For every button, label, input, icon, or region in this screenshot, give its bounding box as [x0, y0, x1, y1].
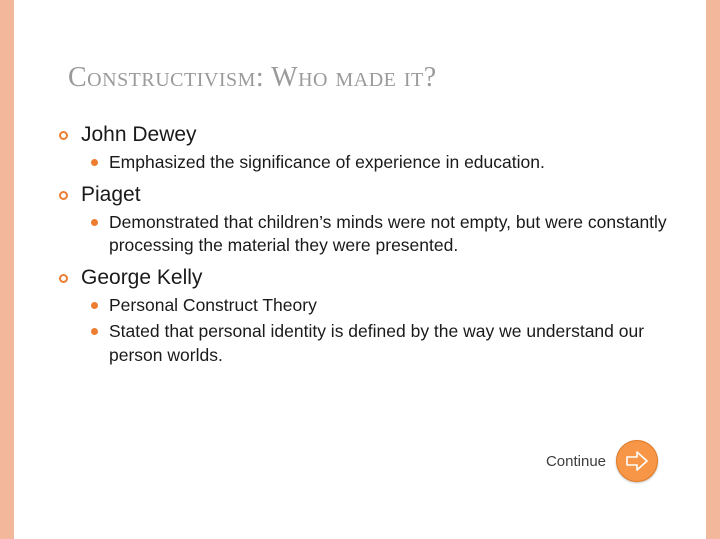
decorative-left-bar	[0, 0, 14, 539]
decorative-right-bar	[706, 0, 720, 539]
slide-canvas	[29, 0, 691, 539]
continue-control[interactable]	[546, 440, 658, 482]
list-item-level2	[43, 151, 669, 174]
filled-circle-bullet-icon	[91, 159, 98, 166]
list-item-label: Demonstrated that children’s minds were not empty, but were constantly processing the material they were presented.	[109, 212, 667, 256]
decorative-left-inner-bar	[14, 0, 29, 539]
list-item-label: Piaget	[81, 182, 141, 206]
list-item-level2	[43, 294, 669, 317]
list-item-label: Stated that personal identity is defined by the way we understand our person worlds.	[109, 321, 645, 365]
arrow-right-icon	[625, 450, 649, 472]
list-item-level1	[43, 265, 683, 291]
page-title: Constructivism: Who made it?	[68, 62, 437, 93]
list-item-label: John Dewey	[81, 123, 197, 146]
hollow-circle-bullet-icon	[59, 191, 68, 200]
list-item-level2	[43, 211, 669, 258]
bullet-group	[43, 265, 683, 367]
filled-circle-bullet-icon	[91, 219, 98, 226]
hollow-circle-bullet-icon	[59, 131, 68, 140]
list-item-label: Emphasized the significance of experience in education.	[109, 152, 545, 173]
list-item-label: Personal Construct Theory	[109, 295, 317, 316]
list-item-level1	[43, 122, 683, 148]
slide-body	[43, 122, 683, 374]
list-item-level1	[43, 182, 683, 208]
filled-circle-bullet-icon	[91, 328, 98, 335]
filled-circle-bullet-icon	[91, 302, 98, 309]
list-item-label: George Kelly	[81, 265, 203, 289]
list-item-level2	[43, 320, 669, 367]
decorative-right-inner-bar	[691, 0, 706, 539]
continue-button[interactable]	[616, 440, 658, 482]
bullet-group	[43, 182, 683, 258]
continue-label: Continue	[545, 452, 606, 470]
hollow-circle-bullet-icon	[59, 274, 68, 283]
bullet-group	[43, 122, 683, 175]
